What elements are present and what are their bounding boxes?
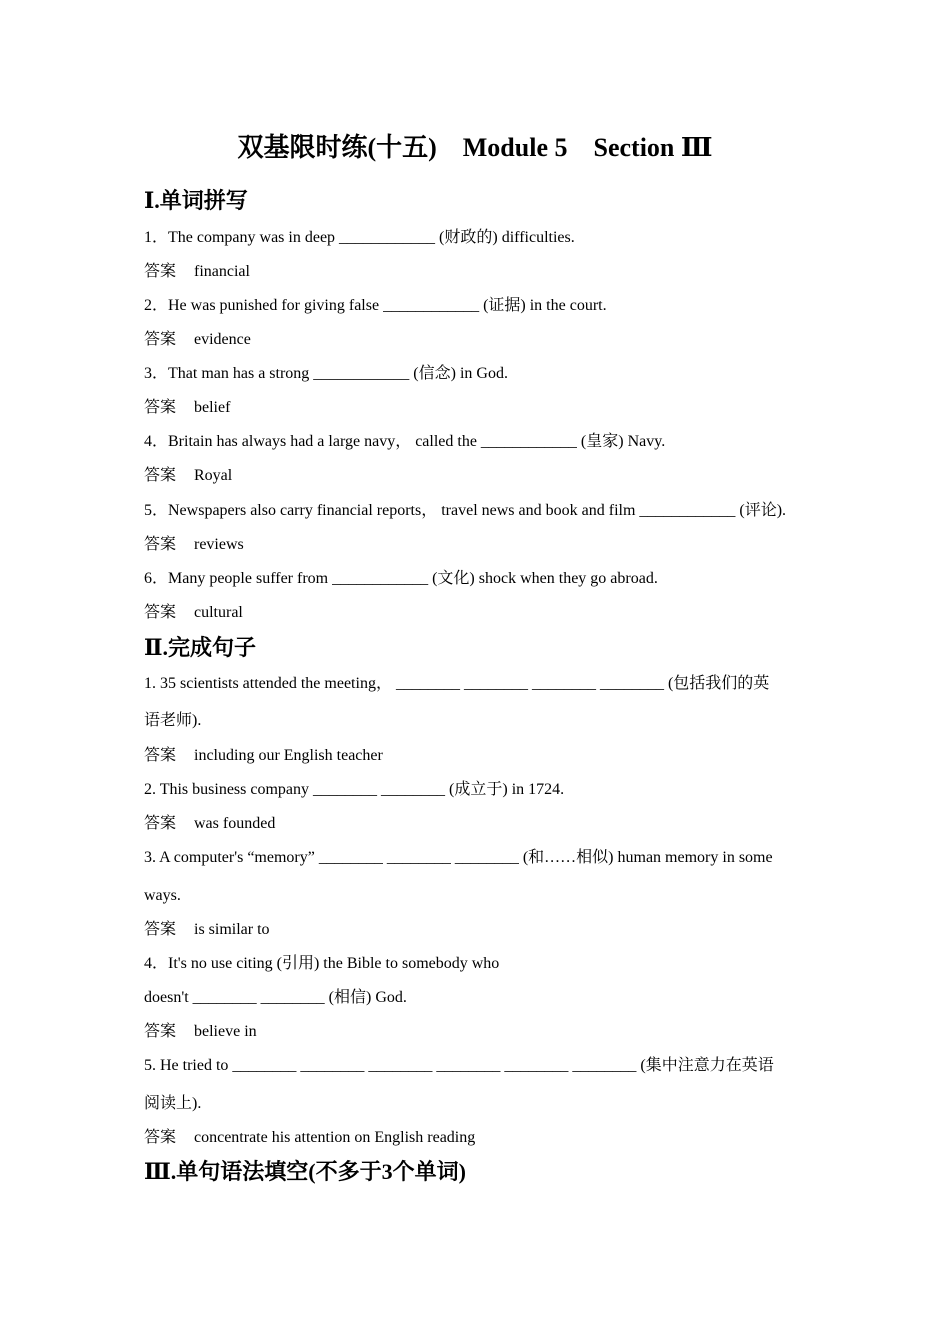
- section-heading-complete-sentences: Ⅱ.完成句子: [144, 635, 257, 660]
- answer-label: 答案: [144, 467, 177, 484]
- answer-label: 答案: [144, 331, 177, 348]
- answer-text: belief: [194, 399, 231, 416]
- answer-line: [144, 1127, 824, 1149]
- question-line: doesn't ________ ________ (相信) God.: [144, 989, 407, 1006]
- question-line: 5．Newspapers also carry financial reports， travel news and book and film ____________ (评论).: [144, 502, 787, 519]
- question-line: 1．The company was in deep ____________ (财政的) difficulties.: [144, 229, 575, 246]
- question-line: 4．Britain has always had a large navy， called the ____________ (皇家) Navy.: [144, 433, 666, 450]
- question-line: ways.: [144, 887, 181, 904]
- answer-line: [144, 465, 824, 487]
- answer-label: 答案: [144, 536, 177, 553]
- answer-line: [144, 329, 824, 351]
- answer-text: is similar to: [194, 921, 270, 938]
- answer-text: including our English teacher: [194, 747, 383, 764]
- question-line: 1. 35 scientists attended the meeting， ________ ________ ________ ________ (包括我们的英: [144, 675, 770, 692]
- answer-text: reviews: [194, 536, 244, 553]
- question-line: 5. He tried to ________ ________ ________ ________ ________ ________ (集中注意力在英语: [144, 1057, 774, 1074]
- question-line: 语老师).: [144, 712, 202, 729]
- question-line: 2. This business company ________ ________ (成立于) in 1724.: [144, 781, 565, 798]
- answer-label: 答案: [144, 1023, 177, 1040]
- question-line: 3．That man has a strong ____________ (信念) in God.: [144, 365, 508, 382]
- answer-text: financial: [194, 263, 250, 280]
- section-heading-spelling: Ⅰ.单词拼写: [144, 188, 248, 213]
- answer-line: [144, 813, 824, 835]
- answer-text: cultural: [194, 604, 243, 621]
- answer-line: [144, 397, 824, 419]
- answer-line: [144, 534, 824, 556]
- answer-line: [144, 919, 824, 941]
- answer-label: 答案: [144, 921, 177, 938]
- answer-line: [144, 602, 824, 624]
- answer-label: 答案: [144, 815, 177, 832]
- answer-line: [144, 745, 824, 767]
- question-line: 2．He was punished for giving false ____________ (证据) in the court.: [144, 297, 607, 314]
- section-heading-grammar-fill: Ⅲ.单句语法填空(不多于3个单词): [144, 1159, 466, 1184]
- page-title: 双基限时练(十五) Module 5 Section Ⅲ: [237, 133, 713, 162]
- question-line: 4．It's no use citing (引用) the Bible to somebody who: [144, 955, 500, 972]
- answer-label: 答案: [144, 263, 177, 280]
- answer-text: concentrate his attention on English reading: [194, 1129, 476, 1146]
- answer-text: evidence: [194, 331, 251, 348]
- answer-line: [144, 1021, 824, 1043]
- answer-text: believe in: [194, 1023, 257, 1040]
- answer-label: 答案: [144, 399, 177, 416]
- answer-text: was founded: [194, 815, 276, 832]
- question-line: 6．Many people suffer from ____________ (文化) shock when they go abroad.: [144, 570, 658, 587]
- answer-line: [144, 261, 824, 283]
- answer-label: 答案: [144, 747, 177, 764]
- answer-text: Royal: [194, 467, 233, 484]
- answer-label: 答案: [144, 604, 177, 621]
- question-line: 阅读上).: [144, 1095, 202, 1112]
- answer-label: 答案: [144, 1129, 177, 1146]
- question-line: 3. A computer's “memory” ________ ________ ________ (和……相似) human memory in some: [144, 849, 773, 866]
